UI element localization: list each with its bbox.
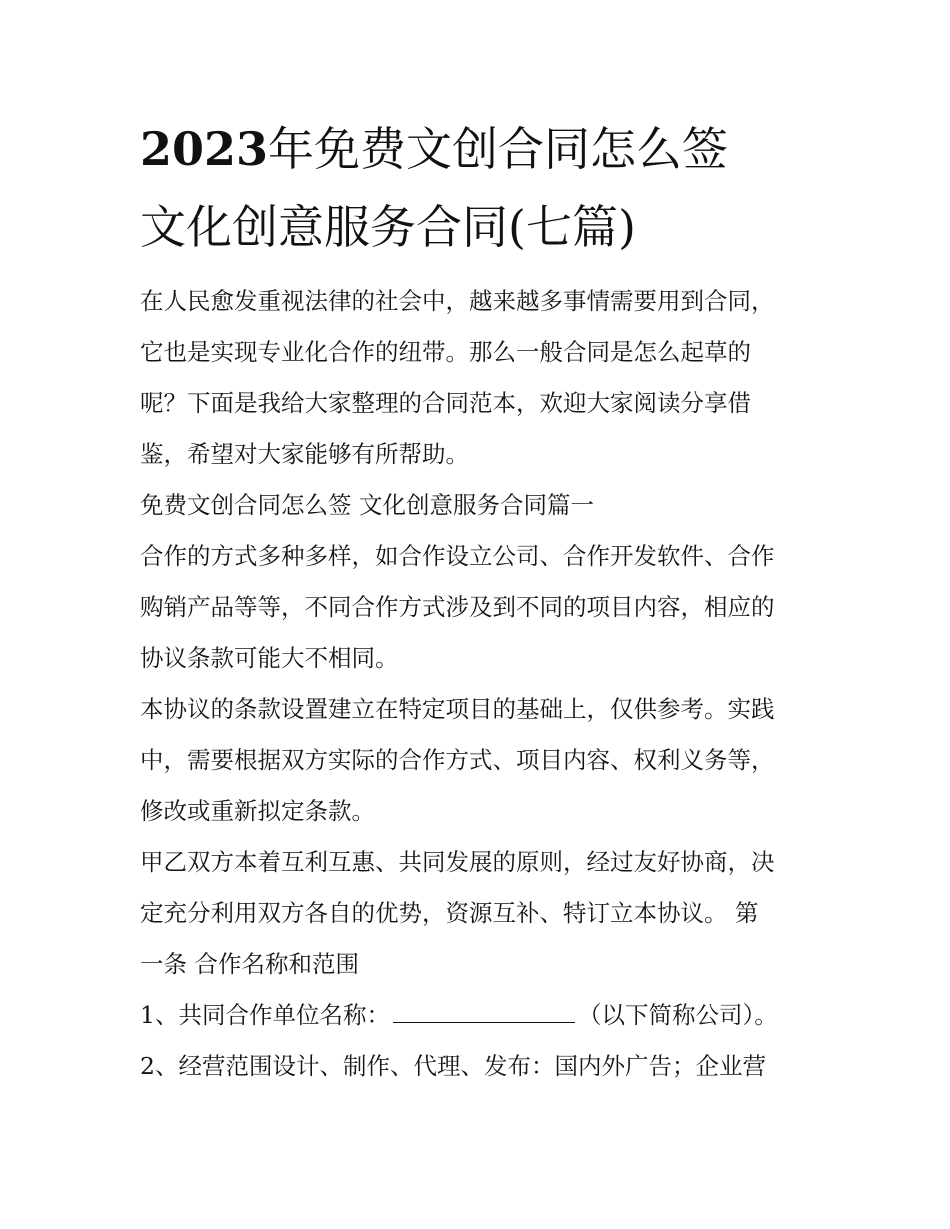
title-line-1-text: 年免费文创合同怎么签 [268,122,729,176]
title-line-1 [140,110,840,188]
clause-item-1-line [140,990,820,1041]
paragraph-cooperation-methods [140,531,820,684]
section-heading-text: 免费文创合同怎么签 文化创意服务合同篇一 [140,491,594,519]
paragraph-line: 合作的方式多种多样，如合作设立公司、合作开发软件、合作 [140,542,775,570]
clause-item-1-prefix: 1、共同合作单位名称： [140,1001,390,1029]
paragraph-line: 修改或重新拟定条款。 [140,797,375,825]
clause-item-1-suffix: （以下简称公司）。 [577,1001,778,1029]
clause-item-2-line: 2、经营范围设计、制作、代理、发布：国内外广告；企业营 [140,1052,766,1080]
paragraph-line: 协议条款可能大不相同。 [140,644,399,672]
intro-line: 它也是实现专业化合作的纽带。那么一般合同是怎么起草的 [140,338,751,366]
clause-item-2 [140,1041,820,1092]
fill-in-blank [393,1000,575,1023]
paragraph-agreement-intent [140,837,820,990]
paragraph-line: 本协议的条款设置建立在特定项目的基础上，仅供参考。实践 [140,695,775,723]
clause-item-1 [140,990,820,1041]
paragraph-reference-note [140,684,820,837]
intro-line: 在人民愈发重视法律的社会中，越来越多事情需要用到合同， [140,287,775,315]
title-line-2: 文化创意服务合同(七篇) [140,200,636,254]
paragraph-line: 购销产品等等，不同合作方式涉及到不同的项目内容，相应的 [140,593,775,621]
title-year: 2023 [140,122,269,176]
paragraph-line: 中，需要根据双方实际的合作方式、项目内容、权利义务等， [140,746,775,774]
section-heading [140,480,820,531]
paragraph-line: 定充分利用双方各自的优势，资源互补、特订立本协议。 第 [140,899,759,927]
intro-line: 呢？下面是我给大家整理的合同范本，欢迎大家阅读分享借 [140,389,751,417]
paragraph-line: 一条 合作名称和范围 [140,950,359,978]
document-body [140,276,820,1092]
paragraph-line: 甲乙双方本着互利互惠、共同发展的原则，经过友好协商，决 [140,848,775,876]
intro-line: 鉴，希望对大家能够有所帮助。 [140,440,469,468]
document-title [140,110,840,266]
intro-paragraph [140,276,820,480]
